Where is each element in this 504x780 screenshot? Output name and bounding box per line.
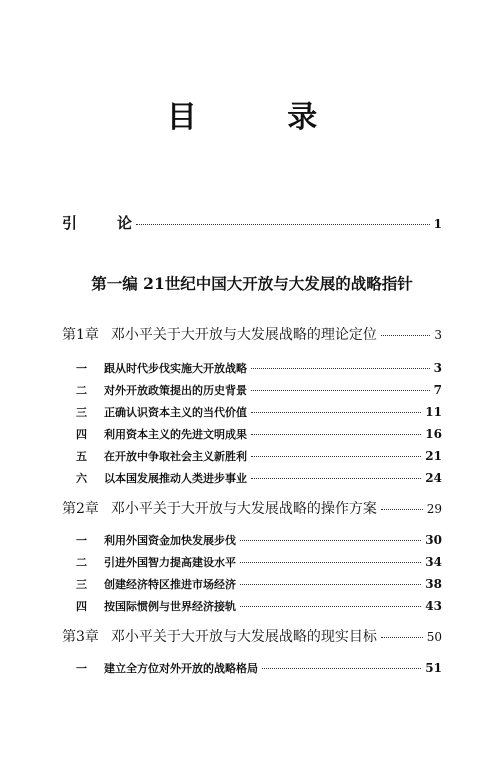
page-number: 7 (433, 383, 442, 397)
section-title: 对外开放政策提出的历史背景 (104, 384, 247, 397)
leader-dots (240, 606, 421, 607)
section-title: 利用外国资金加快发展步伐 (104, 534, 236, 547)
section-number: 一 (76, 662, 87, 675)
chapter-title: 邓小平关于大开放与大发展战略的理论定位 (110, 327, 377, 343)
page-title: 目 录 (166, 100, 358, 135)
section-title: 引进外国智力提高建设水平 (104, 556, 236, 569)
section-entry[interactable] (76, 532, 442, 548)
leader-dots (251, 456, 421, 457)
page-number: 3 (433, 361, 442, 375)
leader-dots (262, 668, 421, 669)
section-number: 一 (76, 362, 87, 375)
section-number: 六 (76, 472, 87, 485)
section-entry[interactable] (76, 576, 442, 592)
section-entry[interactable] (76, 360, 442, 376)
page-number: 21 (425, 449, 442, 463)
chapter-entry[interactable] (62, 626, 442, 646)
section-entry[interactable] (76, 404, 442, 420)
section-title: 建立全方位对外开放的战略格局 (104, 662, 258, 675)
section-entry[interactable] (76, 660, 442, 676)
section-title: 正确认识资本主义的当代价值 (104, 406, 247, 419)
section-number: 一 (76, 534, 87, 547)
page-number: 51 (425, 661, 442, 675)
leader-dots (240, 584, 421, 585)
section-title: 跟从时代步伐实施大开放战略 (104, 362, 247, 375)
section-title: 按国际惯例与世界经济接轨 (104, 600, 236, 613)
intro-label-a: 引 (62, 214, 78, 232)
leader-dots (381, 509, 423, 510)
leader-dots (251, 434, 421, 435)
section-number: 三 (76, 578, 87, 591)
chapter-title: 邓小平关于大开放与大发展战略的现实目标 (110, 629, 377, 645)
section-entry[interactable] (76, 554, 442, 570)
chapter-entry[interactable] (62, 324, 442, 344)
section-entry[interactable] (76, 470, 442, 486)
page-number: 38 (425, 577, 442, 591)
part-heading: 第一编 21世纪中国大开放与大发展的战略指针 (91, 274, 413, 293)
leader-dots (381, 335, 430, 336)
section-title: 创建经济特区推进市场经济 (104, 578, 236, 591)
section-title: 以本国发展推动人类进步事业 (104, 472, 247, 485)
chapter-number: 第1章 (62, 327, 99, 343)
page-number: 34 (425, 555, 442, 569)
section-number: 三 (76, 406, 87, 419)
section-number: 四 (76, 600, 87, 613)
page-number: 3 (434, 328, 442, 342)
leader-dots (251, 412, 421, 413)
page-number: 30 (425, 533, 442, 547)
chapter-title: 邓小平关于大开放与大发展战略的操作方案 (110, 501, 377, 517)
section-entry[interactable] (76, 426, 442, 442)
page-number: 50 (426, 630, 442, 644)
page-number: 43 (425, 599, 442, 613)
section-title: 利用资本主义的先进文明成果 (104, 428, 247, 441)
toc-entry-intro[interactable] (62, 212, 442, 233)
page-number: 24 (425, 471, 442, 485)
page-number: 16 (425, 427, 442, 441)
chapter-number: 第3章 (62, 629, 99, 645)
leader-dots (251, 368, 430, 369)
chapter-number: 第2章 (62, 501, 99, 517)
section-number: 四 (76, 428, 87, 441)
page-number: 11 (425, 405, 442, 419)
section-title: 在开放中争取社会主义新胜利 (104, 450, 247, 463)
section-entry[interactable] (76, 382, 442, 398)
section-number: 二 (76, 384, 87, 397)
section-entry[interactable] (76, 598, 442, 614)
intro-label-b: 论 (117, 214, 133, 232)
section-number: 五 (76, 450, 87, 463)
leader-dots (240, 540, 421, 541)
page-number: 29 (426, 502, 442, 516)
leader-dots (381, 637, 423, 638)
leader-dots (251, 390, 430, 391)
section-entry[interactable] (76, 448, 442, 464)
leader-dots (251, 478, 421, 479)
leader-dots (136, 224, 430, 225)
leader-dots (240, 562, 421, 563)
chapter-entry[interactable] (62, 498, 442, 518)
section-number: 二 (76, 556, 87, 569)
page-number: 1 (433, 217, 442, 231)
